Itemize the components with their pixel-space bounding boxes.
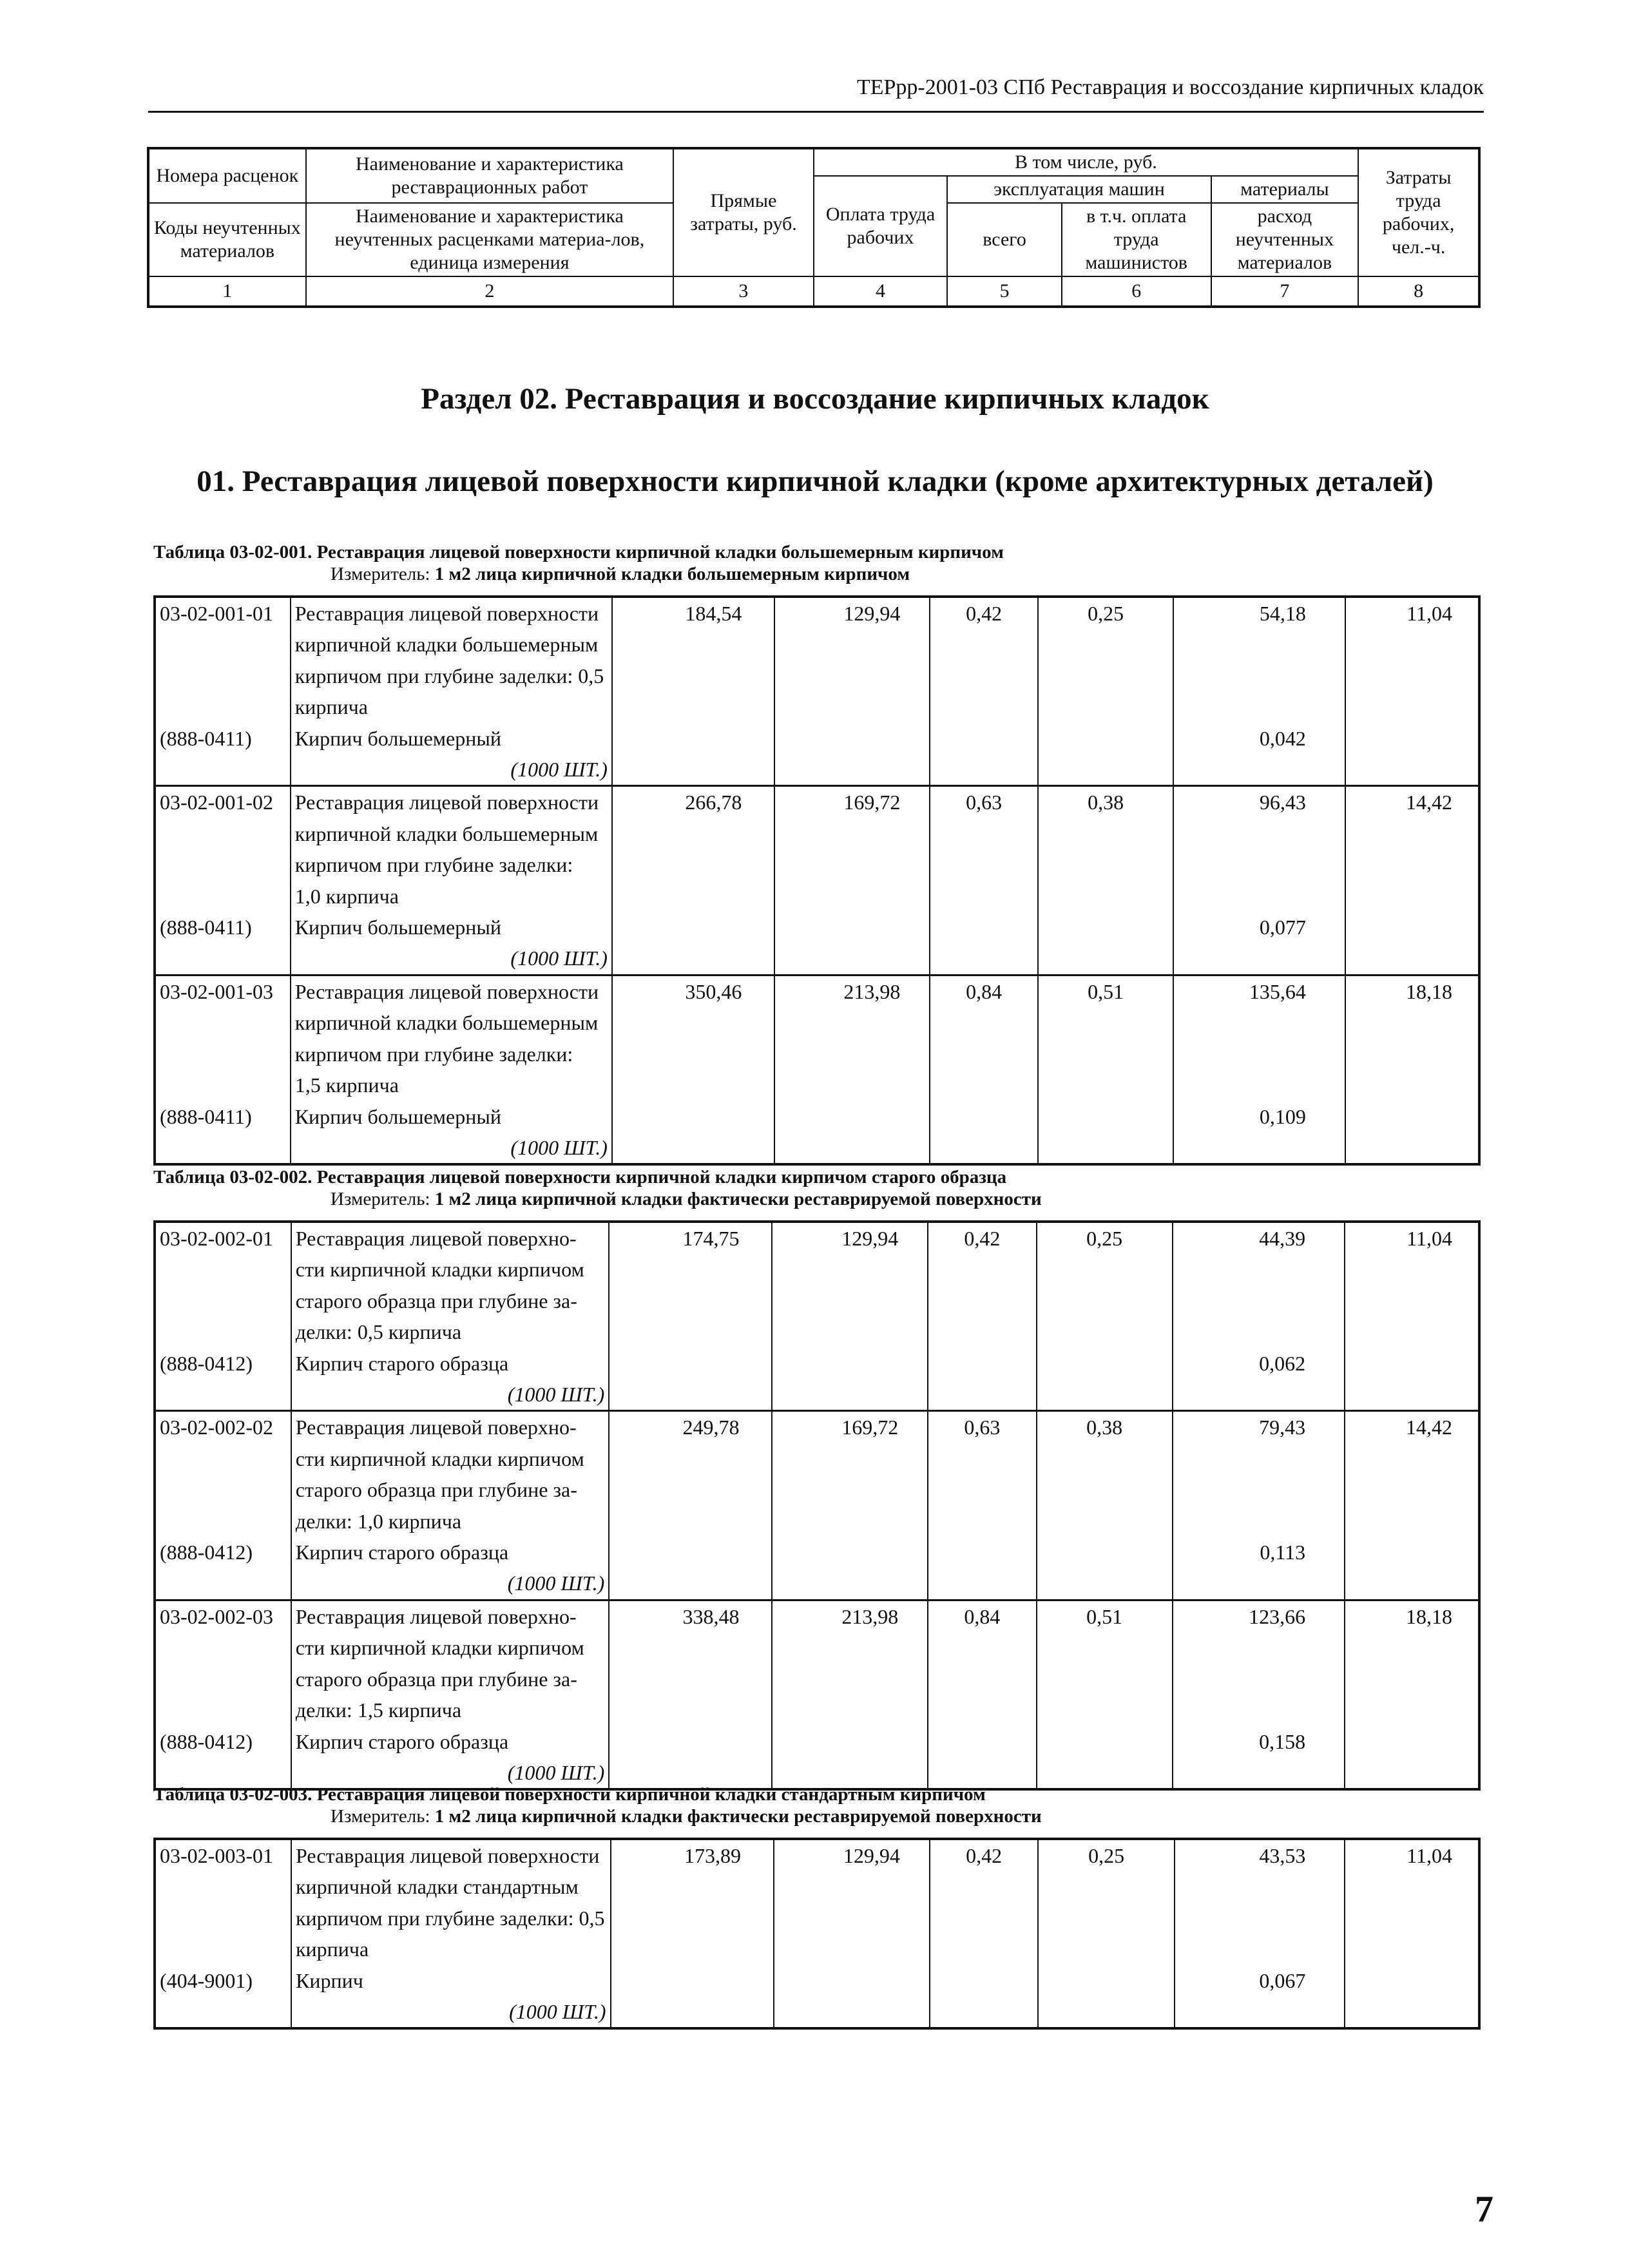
table-title: Таблица 03-02-003. Реставрация лицевой поверхности кирпичной кладки стандартным кирпичом [153,1784,986,1805]
rate-table [153,595,1481,1166]
material-name: Кирпич старого образца [291,1537,609,1568]
header-machines: эксплуатация машин [947,176,1211,203]
machines-total: 0,42 [930,597,1038,723]
materials-cost: 96,43 [1173,786,1345,912]
labor-pay: 129,94 [772,1222,928,1348]
header-col4: Оплата труда рабочих [814,176,948,276]
column-number: 6 [1062,276,1211,307]
work-description-line: Реставрация лицевой поверхности [295,1844,600,1867]
work-description-line: кирпича [295,1937,369,1961]
rate-code: 03-02-001-03 [155,975,291,1100]
material-row [155,1965,1479,1996]
work-description-line: делки: 1,0 кирпича [295,1509,462,1533]
direct-cost: 184,54 [612,597,774,723]
header-col6: в т.ч. оплата труда машинистов [1062,203,1211,276]
table-row [155,1839,1479,1965]
labor-hours: 18,18 [1345,975,1479,1100]
material-unit: (1000 ШТ.) [291,1379,609,1411]
table-row [155,1600,1479,1725]
column-number: 8 [1358,276,1479,307]
material-quantity: 0,113 [1173,1537,1345,1568]
table-caption [148,541,1482,585]
work-description-line: Реставрация лицевой поверхности [294,791,599,814]
running-header: ТЕРрр-2001-03 СПб Реставрация и воссоздание кирпичных кладок [148,71,1484,113]
header-col7: расход неучтенных материалов [1211,203,1359,276]
direct-cost: 174,75 [609,1222,772,1348]
material-row [155,912,1479,943]
work-description-line: кирпичом при глубине заделки: 0,5 [295,1906,605,1930]
material-name: Кирпич старого образца [291,1348,609,1379]
labor-pay: 213,98 [774,975,930,1100]
measure-label: Измеритель: [331,1806,430,1827]
work-description [291,786,612,912]
material-unit: (1000 ШТ.) [291,1757,609,1789]
header-col1-top: Номера расценок [148,148,306,203]
work-description-line: 1,0 кирпича [294,884,399,908]
materials-cost: 135,64 [1173,975,1345,1100]
column-number: 2 [306,276,674,307]
unit-row [155,1568,1479,1600]
table-row [155,786,1479,912]
machines-total: 0,42 [930,1839,1038,1965]
direct-cost: 173,89 [611,1839,774,1965]
work-description-line: кирпича [294,695,368,719]
machines-total: 0,63 [930,786,1038,912]
table-caption [148,1783,1482,1827]
labor-hours: 11,04 [1345,1839,1479,1965]
column-header-table [147,147,1481,308]
material-quantity: 0,158 [1173,1726,1345,1757]
direct-cost: 350,46 [612,975,774,1100]
labor-hours: 11,04 [1345,597,1479,723]
material-row [155,1348,1479,1379]
header-col5: всего [947,203,1062,276]
work-description-line: старого образца при глубине за- [295,1478,577,1502]
work-description-line: сти кирпичной кладки кирпичом [295,1636,584,1660]
rate-code: 03-02-003-01 [155,1839,291,1965]
column-number: 3 [673,276,814,307]
machinist-pay: 0,38 [1038,786,1173,912]
material-code: (888-0411) [155,723,291,754]
measure-text: 1 м2 лица кирпичной кладки большемерным кирпичом [434,564,910,584]
work-description-line: сти кирпичной кладки кирпичом [295,1446,584,1470]
direct-cost: 249,78 [609,1411,772,1537]
material-quantity: 0,077 [1173,912,1345,943]
header-col3: Прямые затраты, руб. [673,148,814,276]
table-row [155,1411,1479,1537]
material-code: (888-0412) [155,1726,291,1757]
materials-cost: 79,43 [1173,1411,1345,1537]
material-name: Кирпич [291,1965,611,1996]
work-description-line: кирпичной кладки большемерным [294,633,599,657]
rate-table [153,1220,1481,1791]
material-unit: (1000 ШТ.) [291,1568,609,1600]
rate-table [153,1838,1481,2030]
work-description-line: Реставрация лицевой поверхно- [295,1416,577,1439]
work-description-line: кирпичом при глубине заделки: [294,1042,573,1066]
work-description-line: кирпичом при глубине заделки: [294,853,573,877]
table-title: Таблица 03-02-002. Реставрация лицевой поверхности кирпичной кладки кирпичом старого образца [153,1167,1007,1187]
section-title: Раздел 02. Реставрация и воссоздание кирпичных кладок [421,382,1209,416]
work-description-line: Реставрация лицевой поверхно- [295,1227,577,1250]
machinist-pay: 0,25 [1038,597,1173,723]
materials-cost: 123,66 [1173,1600,1345,1725]
rate-code: 03-02-001-02 [155,786,291,912]
labor-pay: 213,98 [772,1600,928,1725]
material-quantity: 0,062 [1173,1348,1345,1379]
work-description-line: Реставрация лицевой поверхности [294,602,599,625]
header-col1-bottom: Коды неучтенных материалов [148,203,306,276]
machines-total: 0,63 [928,1411,1036,1537]
material-code: (404-9001) [155,1965,291,1996]
material-quantity: 0,067 [1175,1965,1345,1996]
machinist-pay: 0,25 [1038,1839,1175,1965]
work-description [291,975,612,1100]
machines-total: 0,42 [928,1222,1036,1348]
column-number: 5 [947,276,1062,307]
table-measure [148,1805,1482,1827]
material-quantity: 0,109 [1173,1101,1345,1132]
unit-row [155,1132,1479,1164]
direct-cost: 338,48 [609,1600,772,1725]
work-description-line: Реставрация лицевой поверхности [294,979,599,1003]
material-name: Кирпич большемерный [291,912,612,943]
material-quantity: 0,042 [1173,723,1345,754]
column-number: 7 [1211,276,1359,307]
table-measure [148,563,1482,585]
header-including: В том числе, руб. [814,148,1359,176]
work-description [291,1600,609,1725]
material-code: (888-0411) [155,1101,291,1132]
work-description-line: кирпичом при глубине заделки: 0,5 [294,664,604,687]
material-unit: (1000 ШТ.) [291,754,612,786]
table-row [155,975,1479,1100]
work-description-line: кирпичной кладки большемерным [294,822,599,845]
materials-cost: 54,18 [1173,597,1345,723]
labor-hours: 18,18 [1345,1600,1479,1725]
machinist-pay: 0,25 [1037,1222,1173,1348]
materials-cost: 43,53 [1175,1839,1345,1965]
measure-text: 1 м2 лица кирпичной кладки фактически реставрируемой поверхности [434,1806,1042,1827]
material-code: (888-0411) [155,912,291,943]
direct-cost: 266,78 [612,786,774,912]
work-description-line: Реставрация лицевой поверхно- [295,1604,577,1628]
machines-total: 0,84 [930,975,1038,1100]
rate-code: 03-02-002-01 [155,1222,291,1348]
labor-hours: 11,04 [1345,1222,1479,1348]
work-description [291,1839,611,1965]
header-col8: Затраты труда рабочих, чел.-ч. [1358,148,1479,276]
unit-row [155,1996,1479,2028]
material-row [155,723,1479,754]
material-unit: (1000 ШТ.) [291,943,612,975]
machinist-pay: 0,51 [1037,1600,1173,1725]
measure-label: Измеритель: [331,1189,430,1209]
material-name: Кирпич старого образца [291,1726,609,1757]
work-description-line: делки: 1,5 кирпича [295,1698,462,1722]
machinist-pay: 0,51 [1038,975,1173,1100]
work-description-line: старого образца при глубине за- [295,1667,577,1691]
labor-hours: 14,42 [1345,1411,1479,1537]
rate-code: 03-02-002-02 [155,1411,291,1537]
unit-row [155,754,1479,786]
measure-text: 1 м2 лица кирпичной кладки фактически реставрируемой поверхности [434,1189,1042,1209]
labor-pay: 129,94 [774,597,930,723]
labor-pay: 169,72 [772,1411,928,1537]
header-col2-top: Наименование и характеристика реставрационных работ [306,148,674,203]
measure-label: Измеритель: [331,564,430,584]
table-caption [148,1166,1482,1210]
header-materials: материалы [1211,176,1359,203]
work-description-line: 1,5 кирпича [294,1073,399,1097]
table-title: Таблица 03-02-001. Реставрация лицевой поверхности кирпичной кладки большемерным кирпичом [153,542,1004,562]
work-description [291,597,612,723]
work-description-line: кирпичной кладки стандартным [295,1875,579,1899]
material-code: (888-0412) [155,1348,291,1379]
material-unit: (1000 ШТ.) [291,1996,611,2028]
column-number: 1 [148,276,306,307]
table-measure [148,1188,1482,1210]
subsection-title: 01. Реставрация лицевой поверхности кирпичной кладки (кроме архитектурных деталей) [197,465,1434,498]
machines-total: 0,84 [928,1600,1036,1725]
unit-row [155,943,1479,975]
work-description-line: делки: 0,5 кирпича [295,1320,462,1344]
material-row [155,1537,1479,1568]
work-description-line: кирпичной кладки большемерным [294,1011,599,1035]
material-name: Кирпич большемерный [291,723,612,754]
rate-code: 03-02-002-03 [155,1600,291,1725]
machinist-pay: 0,38 [1037,1411,1173,1537]
labor-pay: 129,94 [774,1839,930,1965]
materials-cost: 44,39 [1173,1222,1345,1348]
material-row [155,1101,1479,1132]
labor-pay: 169,72 [774,786,930,912]
material-name: Кирпич большемерный [291,1101,612,1132]
unit-row [155,1379,1479,1411]
table-row [155,597,1479,723]
material-code: (888-0412) [155,1537,291,1568]
table-row [155,1222,1479,1348]
material-row [155,1726,1479,1757]
work-description-line: сти кирпичной кладки кирпичом [295,1258,584,1282]
page-number: 7 [1475,2188,1493,2230]
work-description [291,1411,609,1537]
rate-code: 03-02-001-01 [155,597,291,723]
column-number: 4 [814,276,948,307]
header-col2-bottom: Наименование и характеристика неучтенных расценками материа-лов, единица измерения [306,203,674,276]
work-description-line: старого образца при глубине за- [295,1289,577,1312]
labor-hours: 14,42 [1345,786,1479,912]
work-description [291,1222,609,1348]
material-unit: (1000 ШТ.) [291,1132,612,1164]
